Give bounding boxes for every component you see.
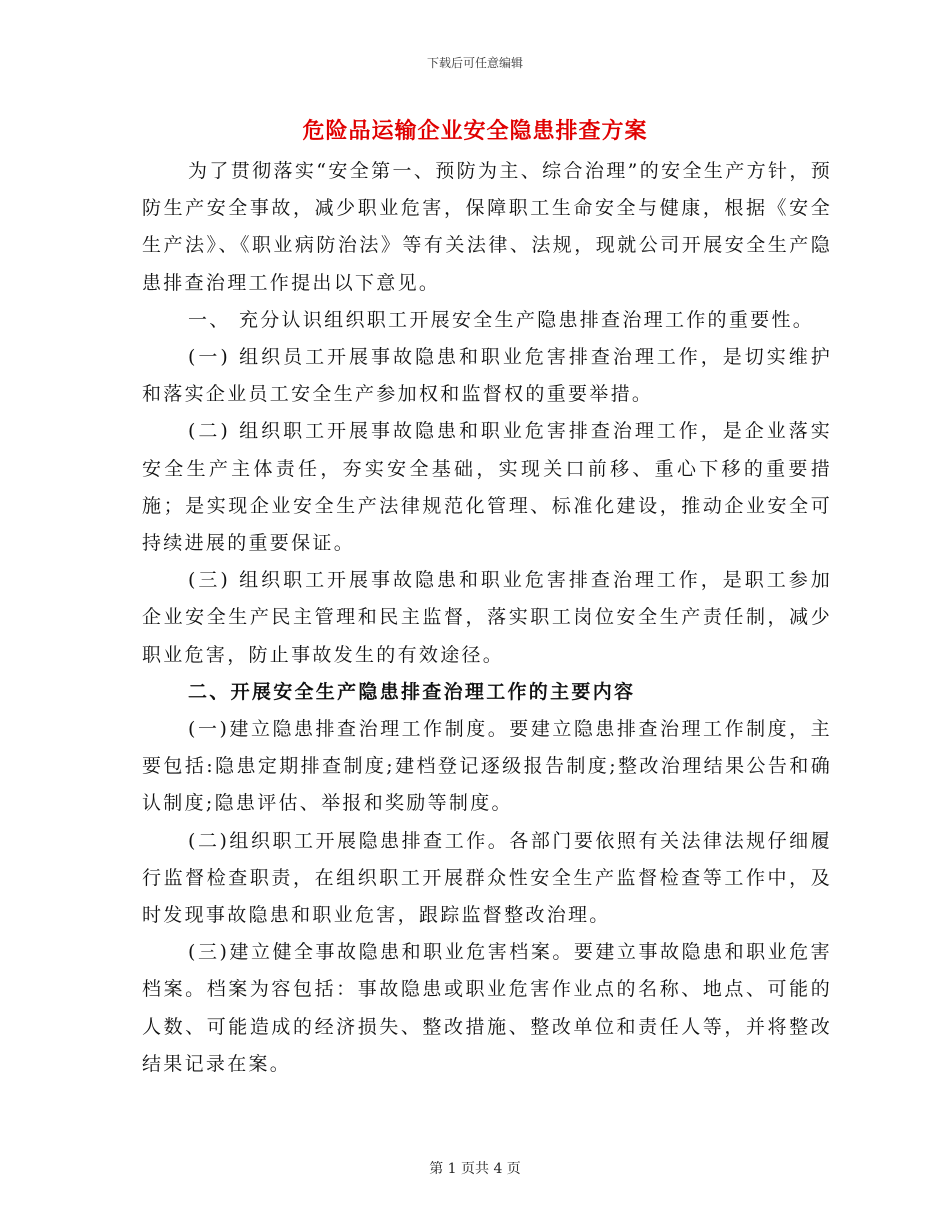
paragraph-1-2: (二) 组织职工开展事故隐患和职业危害排查治理工作，是企业落实安全生产主体责任，夯实安全基础，实现关口前移、重心下移的重要措施；是实现企业安全生产法律规范化管理、标准化建设，推动企业安全可持续进展的重要保证。 [142, 420, 832, 555]
paragraph-2-3: (三)建立健全事故隐患和职业危害档案。要建立事故隐患和职业危害档案。档案为容包括：事故隐患或职业危害作业点的名称、地点、可能的人数、可能造成的经济损失、整改措施、整改单位和责任人等，并将整改结果记录在案。 [142, 941, 832, 1075]
section-heading-2: 二、开展安全生产隐患排查治理工作的主要内容 [188, 680, 636, 703]
paragraph-1-3: (三) 组织职工开展事故隐患和职业危害排查治理工作，是职工参加企业安全生产民主管理和民主监督，落实职工岗位安全生产责任制，减少职业危害，防止事故发生的有效途径。 [142, 569, 832, 666]
section-heading-1: 一、 充分认识组织职工开展安全生产隐患排查治理工作的重要性。 [188, 308, 815, 331]
paragraph-1-1: (一) 组织员工开展事故隐患和职业危害排查治理工作，是切实维护和落实企业员工安全生产参加权和监督权的重要举措。 [142, 346, 832, 406]
document-title: 危险品运输企业安全隐患排查方案 [302, 118, 648, 144]
paragraph-intro: 为了贯彻落实“安全第一、预防为主、综合治理”的安全生产方针，预防生产安全事故，减少职业危害，保障职工生命安全与健康，根据《安全生产法》、《职业病防治法》等有关法律、法规，现就公司开展安全生产隐患排查治理工作提出以下意见。 [142, 160, 832, 294]
page-footer: 第 1 页共 4 页 [429, 1161, 521, 1177]
paragraph-2-2: (二)组织职工开展隐患排查工作。各部门要依照有关法律法规仔细履行监督检查职责，在组织职工开展群众性安全生产监督检查等工作中，及时发现事故隐患和职业危害，跟踪监督整改治理。 [142, 829, 832, 927]
document-body [142, 153, 832, 1083]
paragraph-2-1: (一)建立隐患排查治理工作制度。要建立隐患排查治理工作制度，主要包括:隐患定期排查制度;建档登记逐级报告制度;整改治理结果公告和确认制度;隐患评估、举报和奖励等制度。 [142, 718, 832, 815]
header-note: 下载后可任意编辑 [426, 56, 523, 70]
